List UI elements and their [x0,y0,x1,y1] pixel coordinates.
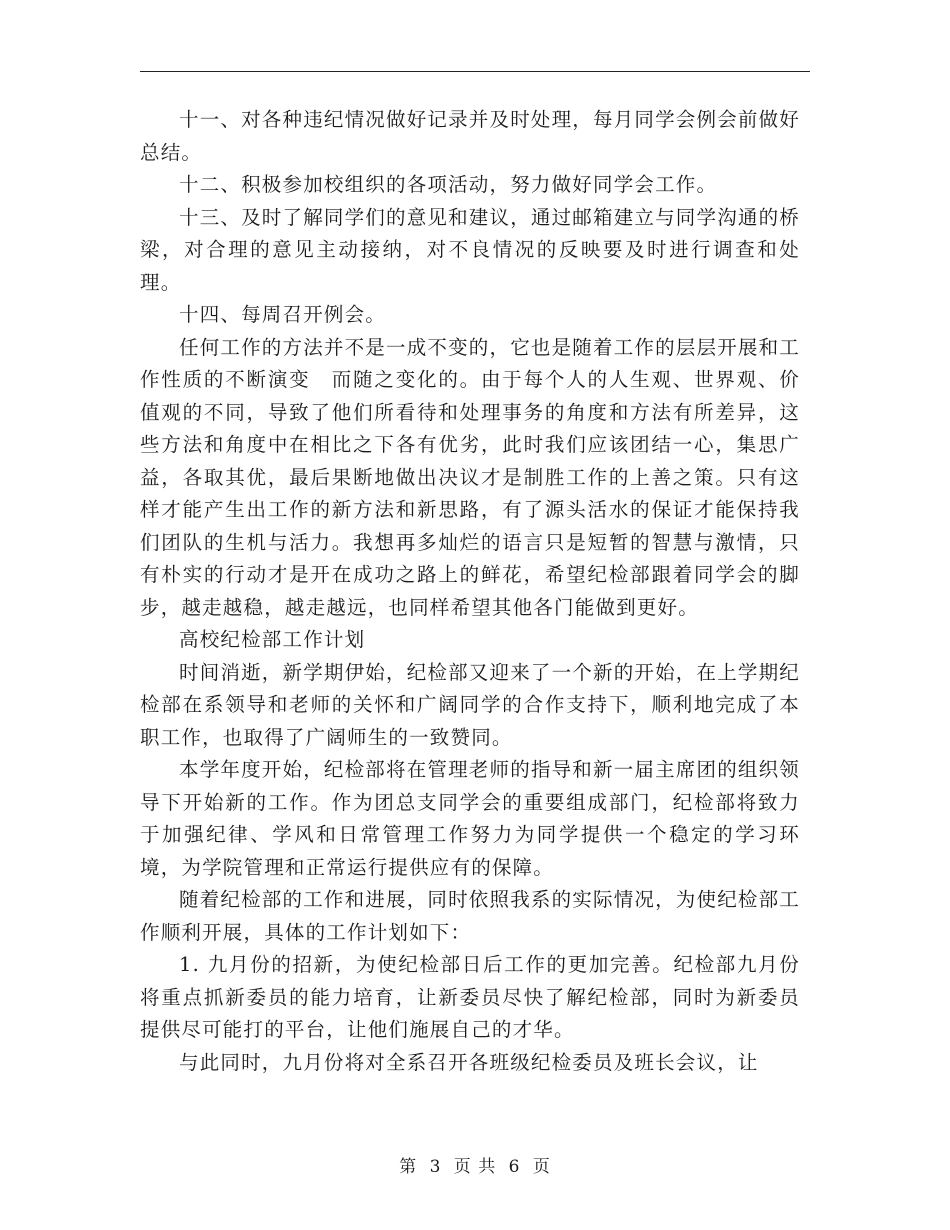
footer-prefix: 第 [399,1157,418,1177]
document-body [140,104,800,1079]
paragraph: 任何工作的方法并不是一成不变的，它也是随着工作的层层开展和工作性质的不断演变 而随之变化的。由于每个人的人生观、世界观、价值观的不同，导致了他们所看待和处理事务的角度和方法有所差异，这些方法和角度中在相比之下各有优劣，此时我们应该团结一心，集思广益，各取其优，最后果断地做出决议才是制胜工作的上善之策。只有这样才能产生出工作的新方法和新思路，有了源头活水的保证才能保持我们团队的生机与活力。我想再多灿烂的语言只是短暂的智慧与激情，只有朴实的行动才是开在成功之路上的鲜花，希望纪检部跟着同学会的脚步，越走越稳，越走越远，也同样希望其他各门能做到更好。 [140,335,801,619]
paragraph: 与此同时，九月份将对全系召开各班级纪检委员及班长会议，让 [179,1050,759,1074]
section-heading: 高校纪检部工作计划 [179,628,366,651]
footer-middle: 页 共 [453,1157,497,1177]
total-pages: 6 [508,1157,521,1177]
paragraph: 十三、及时了解同学们的意见和建议，通过邮箱建立与同学沟通的桥梁，对合理的意见主动接纳，对不良情况的反映要及时进行调查和处理。 [140,205,801,294]
paragraph: 本学年度开始，纪检部将在管理老师的指导和新一届主席团的组织领导下开始新的工作。作为团总支同学会的重要组成部门，纪检部将致力于加强纪律、学风和日常管理工作努力为同学提供一个稳定的学习环境，为学院管理和正常运行提供应有的保障。 [140,758,801,879]
footer-suffix: 页 [532,1157,551,1177]
paragraph: 十一、对各种违纪情况做好记录并及时处理，每月同学会例会前做好总结。 [140,108,801,164]
page-footer [0,1152,950,1177]
page-number: 3 [429,1157,442,1177]
paragraph: 随着纪检部的工作和进展，同时依照我系的实际情况，为使纪检部工作顺利开展，具体的工作计划如下： [140,888,801,944]
paragraph: 十四、每周召开例会。 [179,303,387,326]
paragraph: 1. 九月份的招新，为使纪检部日后工作的更加完善。纪检部九月份将重点抓新委员的能力培育，让新委员尽快了解纪检部，同时为新委员提供尽可能打的平台，让他们施展自己的才华。 [140,953,800,1041]
paragraph: 十二、积极参加校组织的各项活动，努力做好同学会工作。 [179,173,718,196]
header-rule [140,71,810,72]
paragraph: 时间消逝，新学期伊始，纪检部又迎来了一个新的开始，在上学期纪检部在系领导和老师的关怀和广阔同学的合作支持下，顺利地完成了本职工作，也取得了广阔师生的一致赞同。 [140,660,801,749]
